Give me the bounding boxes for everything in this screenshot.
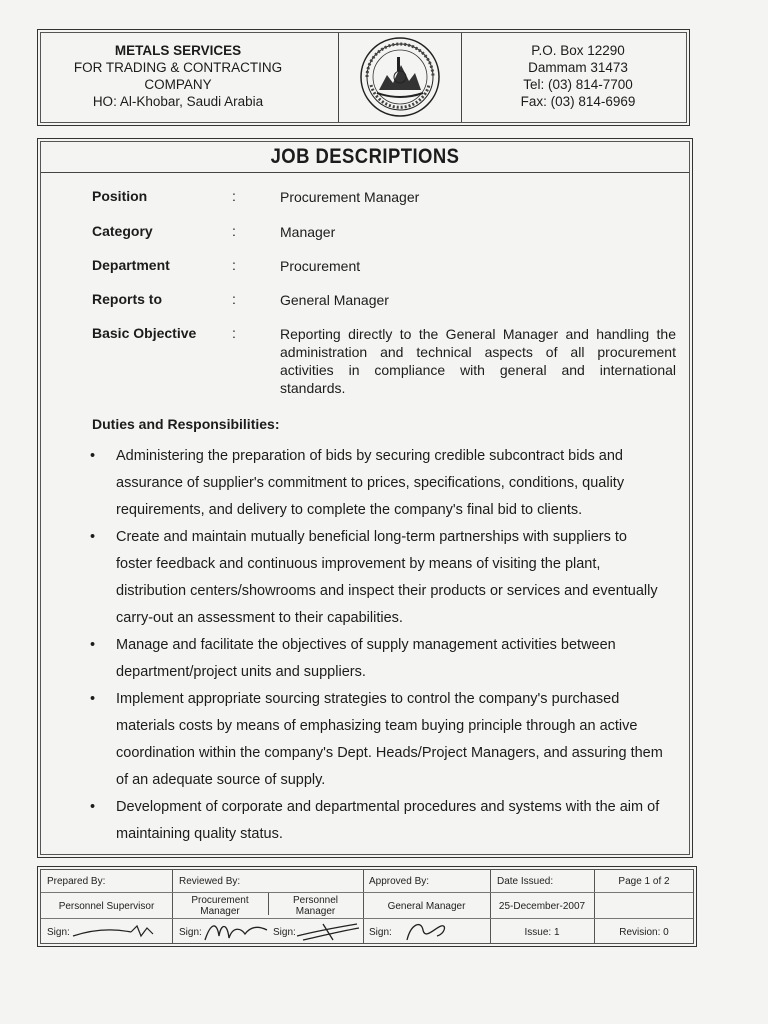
field-value: Manager [280, 224, 336, 240]
field-value: Procurement Manager [280, 189, 420, 205]
document-title: JOB DESCRIPTIONS [270, 145, 460, 168]
list-item [88, 632, 666, 686]
bullet-icon: • [90, 529, 96, 545]
reviewer-1-title [172, 895, 268, 917]
bullet-icon: • [90, 637, 96, 653]
field-value: General Manager [280, 292, 389, 308]
duty-text: Manage and facilitate the objectives of supply management activities between department/project units and suppliers. [116, 637, 616, 680]
field-value: Reporting directly to the General Manager and handling the administration and technical aspects of all procurement activities in compliance with general and international standards. [280, 326, 676, 396]
signature-icon [401, 918, 451, 944]
date-issued-label: Date Issued: [497, 876, 554, 887]
duties-list [88, 443, 666, 848]
signature-icon [201, 918, 271, 946]
sign-label: Sign: [179, 927, 202, 938]
field-label: Department [92, 257, 170, 273]
field-label: Reports to [92, 291, 162, 307]
field-colon: : [232, 223, 236, 239]
signature-icon [71, 920, 166, 944]
sign-label: Sign: [47, 927, 70, 938]
revision-number: Revision: 0 [619, 927, 669, 938]
company-block [38, 42, 318, 110]
company-seal-icon [357, 35, 443, 119]
reviewer-1-title-line2: Manager [200, 906, 240, 917]
company-name: METALS SERVICES [114, 43, 242, 58]
company-line-3: COMPANY [144, 77, 212, 92]
field-colon: : [232, 291, 236, 307]
approver-title: General Manager [387, 901, 466, 912]
reviewer-2-title-line2: Manager [295, 906, 336, 917]
contact-block [478, 42, 678, 110]
page-number: Page 1 of 2 [618, 876, 670, 887]
field-label: Position [92, 188, 148, 204]
list-item [88, 794, 666, 848]
duties-heading: Duties and Responsibilities: [92, 416, 280, 432]
signature-icon [293, 918, 363, 944]
approval-grid [40, 869, 694, 944]
title-band [41, 142, 689, 173]
fax: Fax: (03) 814-6969 [520, 94, 636, 109]
issue-number: Issue: 1 [524, 927, 560, 938]
field-colon: : [232, 325, 236, 341]
company-line-2: FOR TRADING & CONTRACTING [73, 60, 283, 75]
field-colon: : [232, 257, 236, 273]
approval-table [37, 866, 697, 947]
field-value: Procurement [280, 258, 361, 274]
bullet-icon: • [90, 691, 96, 707]
reviewer-1-title-line1: Procurement [191, 895, 249, 906]
seal-cell [338, 33, 462, 122]
bullet-icon: • [90, 448, 96, 464]
sign-label: Sign: [369, 927, 392, 938]
duty-text: Administering the preparation of bids by securing credible subcontract bids and assurance of supplier's commitment to prices, specifications, conditions, quality requirements, and delivery to complete the company's final bid to clients. [116, 448, 625, 518]
company-address: HO: Al-Khobar, Saudi Arabia [92, 94, 264, 109]
reviewer-2-title [268, 895, 363, 917]
field-label: Basic Objective [92, 325, 197, 341]
list-item [88, 524, 666, 632]
po-box: P.O. Box 12290 [531, 43, 625, 58]
bullet-icon: • [90, 799, 96, 815]
field-colon: : [232, 188, 236, 204]
row-divider [41, 892, 693, 893]
list-item [88, 443, 666, 524]
sign-label: Sign: [273, 927, 296, 938]
reviewer-2-title-line1: Personnel [292, 895, 339, 906]
duty-text: Development of corporate and departmental procedures and systems with the aim of maintaining quality status. [116, 799, 660, 842]
row-divider [41, 918, 693, 919]
duty-text: Create and maintain mutually beneficial long-term partnerships with suppliers to foster feedback and continuous improvement by means of visiting the plant, distribution centers/showrooms and inspect their products or services and eventually carry-out an assessment to their capabilities. [116, 529, 658, 626]
city: Dammam 31473 [528, 60, 628, 75]
field-label: Category [92, 223, 153, 239]
letterhead [37, 29, 690, 126]
reviewed-by-label: Reviewed By: [179, 876, 241, 887]
preparer-title: Personnel Supervisor [58, 901, 155, 912]
prepared-by-label: Prepared By: [47, 876, 106, 887]
issue-date: 25-December-2007 [498, 901, 586, 912]
list-item [88, 686, 666, 794]
duty-text: Implement appropriate sourcing strategies to control the company's purchased materials costs by means of emphasizing team buying principle through an active coordination within the company's Dept. Heads/Project Managers, and assuring them of an adequate source of supply. [116, 691, 663, 788]
telephone: Tel: (03) 814-7700 [523, 77, 633, 92]
approved-by-label: Approved By: [369, 876, 430, 887]
